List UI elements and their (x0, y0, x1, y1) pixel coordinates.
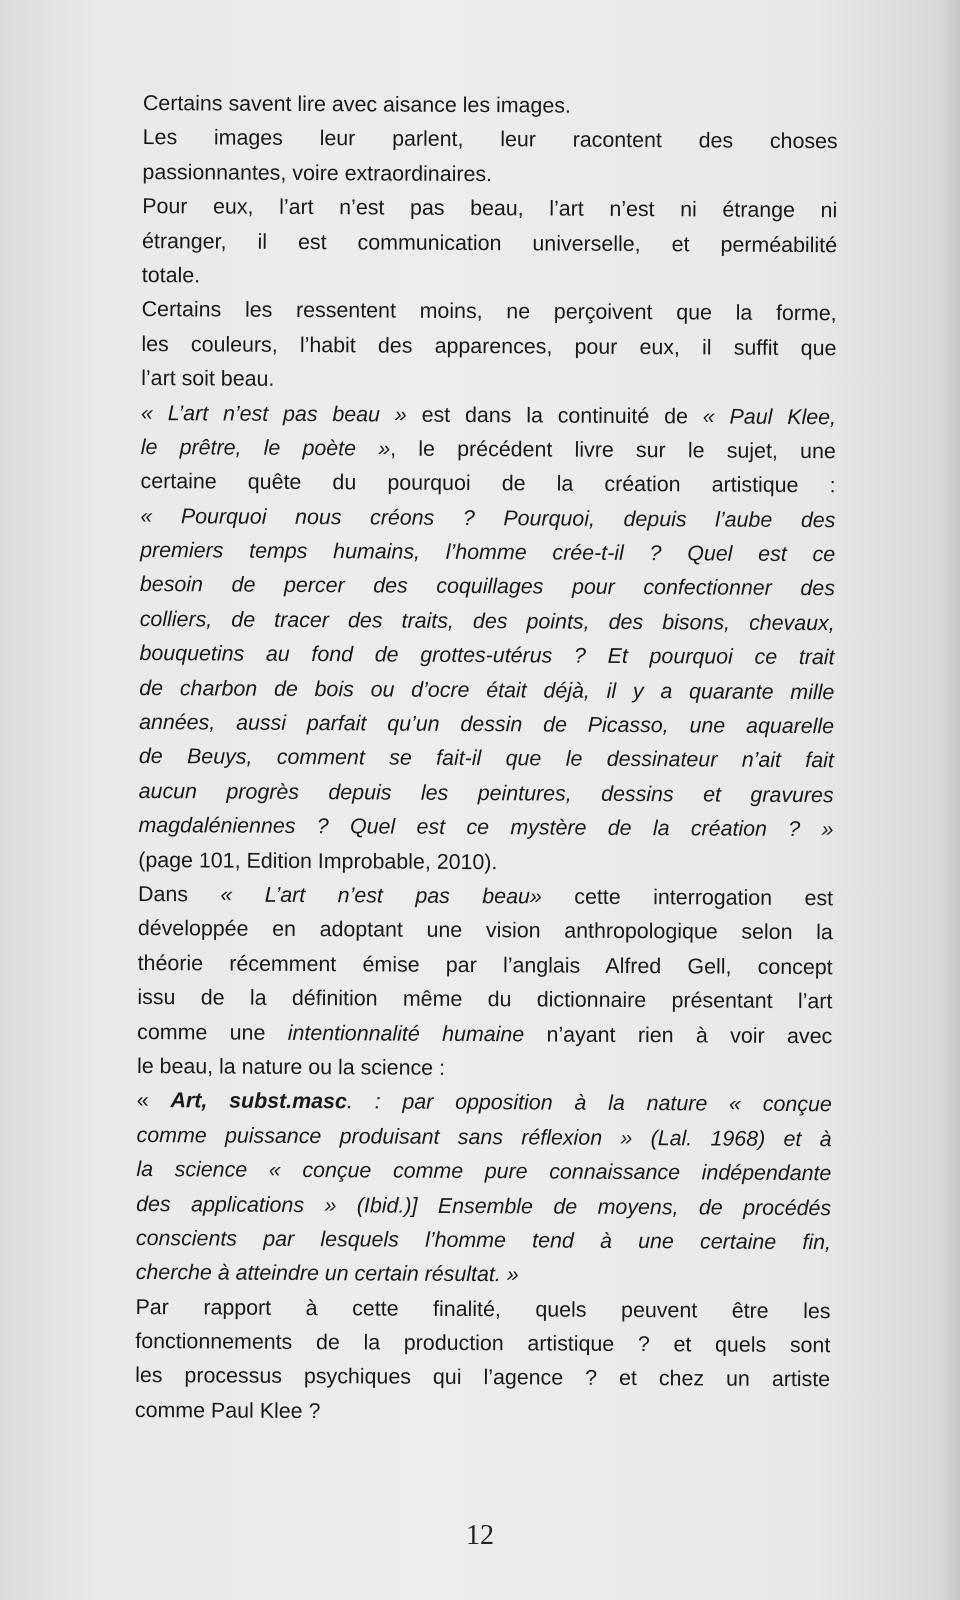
text-segment: n’ayant rien à voir avec (524, 1021, 833, 1048)
text-segment: Certains les ressentent moins, ne perçoivent que la forme, (141, 297, 837, 326)
text-segment: (page 101, Edition Improbable, 2010). (138, 847, 498, 874)
text-segment: la science « conçue comme pure connaissance indépendante (136, 1157, 832, 1186)
paragraph (137, 877, 833, 1088)
text-segment: théorie récemment émise par l’anglais Alfred Gell, concept (137, 950, 833, 979)
text-line (138, 808, 833, 847)
text-segment: années, aussi parfait qu’un dessin de Picasso, une aquarelle (139, 710, 835, 739)
paragraph (135, 1290, 831, 1432)
text-segment: conscients par lesquels l’homme tend à une certaine fin, (135, 1225, 832, 1255)
text-segment: certaine quête du pourquoi de la création artistique : (140, 469, 836, 498)
paragraph (138, 396, 836, 882)
text-line (141, 327, 836, 366)
text-line (137, 1015, 832, 1054)
text-segment: besoin de percer des coquillages pour confectionner des (139, 572, 836, 601)
text-segment: Art, subst.masc (170, 1088, 347, 1114)
text-line (137, 1083, 832, 1122)
text-segment: , le précédent livre sur le sujet, une (390, 436, 836, 464)
text-segment: les processus psychiques qui l’agence ? et chez un artiste (135, 1363, 831, 1392)
text-line (143, 86, 838, 125)
text-segment: magdaléniennes ? Quel est ce mystère de la création ? » (138, 813, 834, 842)
text-line (143, 120, 838, 159)
text-line (139, 671, 834, 710)
text-line (140, 567, 835, 606)
text-line (137, 980, 832, 1019)
text-segment: est dans la continuité de (406, 402, 703, 428)
text-segment: Certains savent lire avec aisance les images. (142, 90, 571, 118)
text-segment: comme puissance produisant sans réflexion » (Lal. 1968) et à (136, 1122, 832, 1151)
text-line (136, 1186, 831, 1225)
text-line (138, 877, 833, 916)
text-line (138, 946, 833, 985)
page-number: 12 (466, 1520, 494, 1551)
text-line (142, 224, 837, 263)
text-segment: cherche à atteindre un certain résultat. » (135, 1260, 519, 1287)
text-segment: issu de la définition même du dictionnaire présentant l’art (137, 985, 833, 1014)
text-line (136, 1152, 831, 1191)
text-line (135, 1358, 830, 1397)
text-line (137, 1049, 832, 1088)
text-line (140, 499, 835, 538)
text-line (139, 636, 834, 675)
text-line (136, 1118, 831, 1157)
text-line (142, 292, 837, 331)
text-segment: bouquetins au fond de grottes-utérus ? Et pourquoi ce trait (139, 641, 835, 670)
paragraph (143, 86, 838, 125)
text-segment: le beau, la nature ou la science : (136, 1053, 446, 1080)
text-segment: « (136, 1088, 171, 1113)
text-line (140, 464, 835, 503)
text-segment: le prêtre, le poète » (140, 434, 391, 461)
text-segment: de Beuys, comment se fait-il que le dessinateur n’ait fait (138, 744, 834, 773)
text-segment: premiers temps humains, l’homme crée-t-il ? Quel est ce (140, 538, 836, 567)
text-segment: passionnantes, voire extraordinaires. (142, 159, 493, 186)
paragraph (142, 189, 838, 296)
text-segment: des applications » (Ibid.)] Ensemble de moyens, de procédés (136, 1191, 832, 1220)
paragraph (142, 120, 837, 193)
text-line (139, 739, 834, 778)
text-segment: Pour eux, l’art n’est pas beau, l’art n’est ni étrange ni (142, 194, 838, 223)
text-segment: totale. (141, 262, 201, 288)
body-text (135, 86, 838, 1431)
text-segment: . : par opposition à la nature « conçue (346, 1089, 832, 1117)
text-segment: « L’art n’est pas beau » (140, 400, 407, 427)
text-line (142, 258, 837, 297)
text-segment: les couleurs, l’habit des apparences, pour eux, il suffit que (141, 331, 837, 360)
text-line (136, 1255, 831, 1294)
text-line (135, 1324, 830, 1363)
text-line (140, 533, 835, 572)
text-segment: étranger, il est communication universelle, et perméabilité (141, 228, 838, 257)
text-segment: « Paul Klee, (702, 403, 837, 429)
text-segment: de charbon de bois ou d’ocre était déjà, il y a quarante mille (139, 675, 835, 704)
text-segment: Par rapport à cette finalité, quels peuvent être les (135, 1294, 831, 1323)
text-line (141, 396, 836, 435)
text-segment: Dans (137, 881, 221, 907)
text-line (139, 774, 834, 813)
paragraph (141, 292, 837, 399)
text-line (135, 1290, 830, 1329)
text-line (142, 155, 837, 194)
text-segment: aucun progrès depuis les peintures, dessins et gravures (138, 778, 834, 808)
text-line (139, 705, 834, 744)
text-segment: intentionnalité humaine (287, 1020, 525, 1046)
text-segment: « L’art n’est pas beau» (220, 882, 542, 909)
text-line (141, 361, 836, 400)
text-segment: « Pourquoi nous créons ? Pourquoi, depuis l’aube des (140, 503, 836, 532)
text-line (142, 189, 837, 228)
text-segment: comme une (137, 1019, 288, 1045)
text-segment: l’art soit beau. (141, 366, 275, 391)
text-line (138, 843, 833, 882)
text-segment: développée en adoptant une vision anthropologique selon la (137, 916, 833, 945)
text-line (141, 430, 836, 469)
text-segment: comme Paul Klee ? (134, 1397, 321, 1423)
text-segment: fonctionnements de la production artistique ? et quels sont (135, 1329, 831, 1358)
text-segment: cette interrogation est (541, 884, 834, 911)
text-line (136, 1221, 831, 1260)
text-line (138, 911, 833, 950)
text-segment: colliers, de tracer des traits, des points, des bisons, chevaux, (139, 606, 835, 636)
paragraph (136, 1083, 832, 1294)
text-line (135, 1393, 830, 1432)
text-segment: Les images leur parlent, leur racontent des choses (142, 125, 838, 154)
text-line (140, 602, 835, 641)
